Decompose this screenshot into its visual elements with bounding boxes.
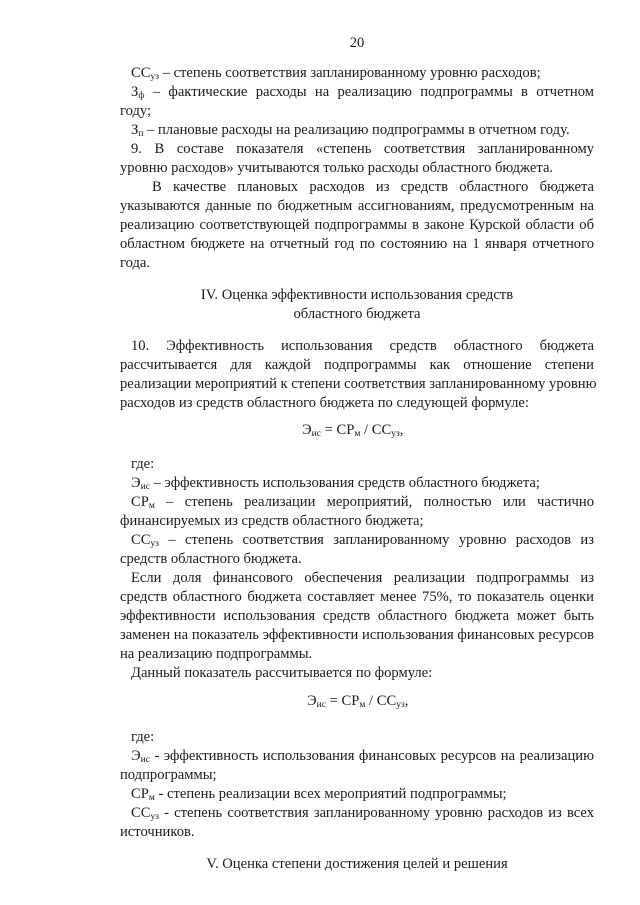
definition-zf-cont: году;: [120, 103, 152, 119]
page-number: 20: [349, 35, 365, 51]
formula-intro: Данный показатель рассчитывается по формуле:: [131, 665, 433, 681]
definition-ssuz: $СС_{уз}$ – степень соответствия запланированному уровню расходов;: [131, 65, 541, 82]
planned-expenses-line-5: года.: [120, 255, 151, 271]
paragraph-9-line-2: уровню расходов» учитываются только расходы областного бюджета.: [120, 160, 554, 176]
definition-ssuz-2-cont: источников.: [120, 824, 195, 840]
planned-expenses-line-1: В качестве плановых расходов из средств областного бюджета: [152, 179, 594, 195]
share-paragraph-line-3: эффективности использования средств областного бюджета может быть: [120, 608, 594, 624]
share-paragraph-line-2: средств областного бюджета составляет менее 75%, то показатель оценки: [120, 589, 594, 605]
definition-ssuz-1-cont: средств областного бюджета.: [120, 551, 302, 567]
where-label-1: где:: [131, 456, 155, 472]
definition-srm-1: $СР_м$ – степень реализации мероприятий, полностью или частично: [131, 494, 594, 511]
where-label-2: где:: [131, 729, 155, 745]
definition-ssuz-1: $СС_{уз}$ – степень соответствия запланированному уровню расходов из: [131, 532, 594, 549]
share-paragraph-line-4: заменен на показатель эффективности использования финансовых ресурсов: [120, 627, 594, 643]
formula-1: $Э_{ис} = СР_м / СС_{уз}$,: [302, 422, 404, 439]
definition-srm-1-cont: финансируемых из средств областного бюджета;: [120, 513, 424, 529]
formula-2: $Э_{ис} = СР_м / СС_{уз}$,: [307, 693, 409, 710]
share-paragraph-line-1: Если доля финансового обеспечения реализации подпрограммы из: [131, 570, 594, 586]
planned-expenses-line-2: указываются данные по бюджетным ассигнованиям, предусмотренным на: [120, 198, 594, 214]
paragraph-9-line-1: 9. В составе показателя «степень соответствия запланированному: [131, 141, 594, 157]
definition-ssuz-2: $СС_{уз}$ - степень соответствия запланированному уровню расходов из всех: [131, 805, 594, 822]
definition-zp: $З_п$ – плановые расходы на реализацию подпрограммы в отчетном году.: [131, 122, 570, 139]
planned-expenses-line-4: областном бюджете на отчетный год по состоянию на 1 января отчетного: [120, 236, 594, 252]
paragraph-10-line-1: 10. Эффективность использования средств областного бюджета: [131, 338, 594, 354]
section-4-heading-line-1: IV. Оценка эффективности использования средств: [200, 287, 514, 303]
definition-eis-2-cont: подпрограммы;: [120, 767, 217, 783]
definition-eis-2: $Э_{ис}$ - эффективность использования финансовых ресурсов на реализацию: [131, 748, 594, 765]
section-5-heading: V. Оценка степени достижения целей и решения: [206, 856, 508, 872]
planned-expenses-line-3: реализацию соответствующей подпрограммы в законе Курской области об: [120, 217, 594, 233]
paragraph-10-line-2: рассчитывается для каждой подпрограммы как отношение степени: [120, 357, 594, 373]
share-paragraph-line-5: на реализацию подпрограммы.: [120, 646, 313, 662]
paragraph-10-line-3: реализации мероприятий к степени соответствия запланированному уровню: [120, 376, 597, 392]
definition-srm-2: $СР_м$ - степень реализации всех мероприятий подпрограммы;: [131, 786, 507, 803]
definition-zf: $З_ф$ – фактические расходы на реализацию подпрограммы в отчетном: [131, 84, 594, 101]
section-4-heading-line-2: областного бюджета: [293, 306, 421, 322]
definition-eis-1: $Э_{ис}$ – эффективность использования средств областного бюджета;: [131, 475, 540, 492]
paragraph-10-line-4: расходов из средств областного бюджета по следующей формуле:: [120, 395, 529, 411]
